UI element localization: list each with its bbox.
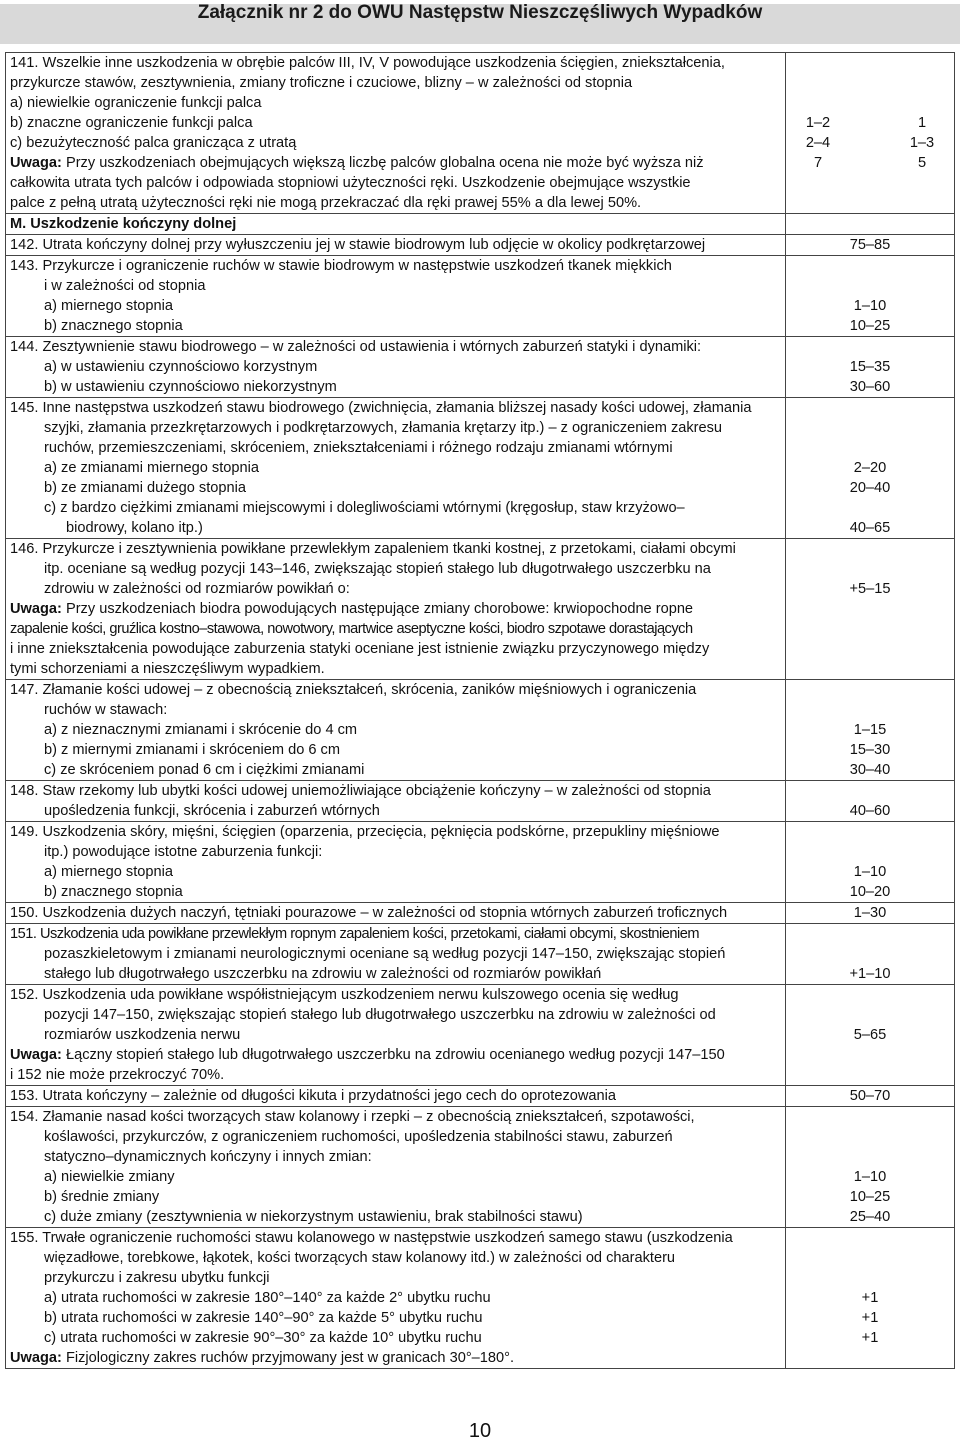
table-row (6, 924, 955, 985)
item-142-description (6, 235, 786, 256)
value: 1–10 (853, 864, 887, 880)
note-label: Uwaga: (10, 601, 62, 617)
item-145-values (786, 398, 955, 539)
item-144-values (786, 337, 955, 398)
text-line: b) w ustawieniu czynnościowo niekorzystnym (44, 379, 337, 395)
text-line: 148. Staw rzekomy lub ubytki kości udowej uniemożliwiające obciążenie kończyny – w zależności od stopnia (10, 783, 711, 799)
page-header (0, 4, 960, 44)
table-row (6, 903, 955, 924)
text-line: 150. Uszkodzenia dużych naczyń, tętniaki pourazowe – w zależności od stopnia wtórnych zaburzeń troficznych (10, 905, 728, 921)
value: 1–30 (853, 905, 887, 921)
note-line: i 152 nie może przekroczyć 70%. (10, 1067, 225, 1083)
item-153-description (6, 1086, 786, 1107)
value: 1–10 (853, 298, 887, 314)
text-line: więzadłowe, torebkowe, łąkotek, kości tworzących staw kolanowy itd.) w zależności od charakteru (44, 1250, 676, 1266)
text-line: a) miernego stopnia (44, 864, 173, 880)
page-number: 10 (468, 1420, 492, 1442)
text-line: pozycji 147–150, zwiększając stopień stałego lub długotrwałego uszczerbku na zdrowiu w zależności od (44, 1007, 716, 1023)
value: 40–60 (849, 803, 891, 819)
text-line: b) znacznego stopnia (44, 318, 183, 334)
item-141-title: 141. Wszelkie inne uszkodzenia w obrębie palców III, IV, V powodujące uszkodzenia ścięgien, zniekształcenia, (10, 55, 725, 71)
item-147-values (786, 680, 955, 781)
text-line: a) utrata ruchomości w zakresie 180°–140° za każde 2° ubytku ruchu (44, 1290, 491, 1306)
item-148-values (786, 781, 955, 822)
table-row (6, 539, 955, 680)
value: 50–70 (849, 1088, 891, 1104)
value: 1–2 (805, 115, 831, 131)
value: 2–4 (805, 135, 831, 151)
table-row (6, 781, 955, 822)
value: 15–35 (849, 359, 891, 375)
note-line: zapalenie kości, gruźlica kostno–stawowa, nowotwory, martwice aseptyczne kości, biodro szpotawe dorastających (10, 621, 693, 637)
section-heading: M. Uszkodzenie kończyny dolnej (10, 216, 237, 232)
value-pair (790, 153, 950, 173)
value: 20–40 (849, 480, 891, 496)
table-row (6, 822, 955, 903)
empty-cell (786, 214, 955, 235)
item-149-values (786, 822, 955, 903)
table-row (6, 337, 955, 398)
text-line: ruchów w stawach: (44, 702, 168, 718)
text-line: statyczno–dynamicznych kończyny i innych zmian: (44, 1149, 372, 1165)
text-line: zdrowiu w zależności od rozmiarów powikłań o: (44, 581, 350, 597)
text-line: a) niewielkie ograniczenie funkcji palca (10, 95, 262, 111)
value: 1–10 (853, 1169, 887, 1185)
item-141-values (786, 53, 955, 214)
value: +5–15 (849, 581, 891, 597)
text-line: c) z bardzo ciężkimi zmianami miejscowymi i dolegliwościami wtórnymi (kręgosłup, staw krzyżowo– (44, 500, 685, 516)
value: 2–20 (853, 460, 887, 476)
value: 1–3 (909, 135, 935, 151)
note-line (10, 1045, 781, 1065)
item-141-description (6, 53, 786, 214)
item-151-description (6, 924, 786, 985)
note-line: palce z pełną utratą użyteczności ręki nie mogą przekraczać dla ręki prawej 55% a dla lewej 50%. (10, 195, 642, 211)
value: 10–25 (849, 318, 891, 334)
table-row (6, 235, 955, 256)
table-row (6, 53, 955, 214)
item-151-values (786, 924, 955, 985)
value: +1–10 (849, 966, 891, 982)
item-144-description (6, 337, 786, 398)
table-row (6, 985, 955, 1086)
text-line: przykurczu i zakresu ubytku funkcji (44, 1270, 270, 1286)
text-line: 144. Zesztywnienie stawu biodrowego – w zależności od ustawienia i wtórnych zaburzeń statyki i dynamiki: (10, 339, 702, 355)
text-line: stałego lub długotrwałego uszczerbku na zdrowiu w zależności od rozmiarów powikłań (44, 966, 602, 982)
text-line: biodrowy, kolano itp.) (66, 520, 203, 536)
text-line: 151. Uszkodzenia uda powikłane przewlekłym ropnym zapaleniem kości, przetokami, ciałami obcymi, skostnieniem (10, 926, 699, 942)
item-152-values (786, 985, 955, 1086)
item-145-description (6, 398, 786, 539)
table-row (6, 256, 955, 337)
text-line: c) bezużyteczność palca granicząca z utratą (10, 135, 297, 151)
table-row (6, 680, 955, 781)
note-text: Przy uszkodzeniach obejmujących większą liczbę palców globalna ocena nie może być wyższa niż (61, 155, 704, 171)
text-line: c) duże zmiany (zesztywnienia w niekorzystnym ustawieniu, brak stabilności stawu) (44, 1209, 583, 1225)
value: 25–40 (849, 1209, 891, 1225)
item-148-description (6, 781, 786, 822)
table-row (6, 214, 955, 235)
text-line: b) z miernymi zmianami i skróceniem do 6 cm (44, 742, 341, 758)
text-line: 149. Uszkodzenia skóry, mięśni, ścięgien (oparzenia, przecięcia, pęknięcia podskórne, przepukliny mięśniowe (10, 824, 720, 840)
text-line: 155. Trwałe ograniczenie ruchomości stawu kolanowego w następstwie uszkodzeń samego stawu (uszkodzenia (10, 1230, 733, 1246)
text-line: a) miernego stopnia (44, 298, 173, 314)
text-line: przykurcze stawów, zesztywnienia, zmiany troficzne i czuciowe, blizny – w zależności od stopnia (10, 75, 633, 91)
table-row (6, 1107, 955, 1228)
text-line: koślawości, przykurczów, z ograniczeniem ruchomości, upośledzenia stabilności stawu, zaburzeń (44, 1129, 673, 1145)
item-149-description (6, 822, 786, 903)
text-line: szyjki, złamania przezkrętarzowych i podkrętarzowych, złamania krętarzy itp.) – z ograniczeniem zakresu (44, 420, 723, 436)
text-line: i w zależności od stopnia (44, 278, 206, 294)
note-text: Łączny stopień stałego lub długotrwałego uszczerbku na zdrowiu ocenianego według pozycji 147–150 (61, 1047, 725, 1063)
text-line: a) w ustawieniu czynnościowo korzystnym (44, 359, 318, 375)
note-label: Uwaga: (10, 1047, 62, 1063)
note-line (10, 153, 781, 173)
item-152-description (6, 985, 786, 1086)
text-line: upośledzenia funkcji, skrócenia i zaburzeń wtórnych (44, 803, 380, 819)
note-line: tymi schorzeniami a nieszczęśliwym wypadkiem. (10, 661, 325, 677)
text-line: itp.) powodujące istotne zaburzenia funkcji: (44, 844, 323, 860)
text-line: 154. Złamanie nasad kości tworzących staw kolanowy i rzepki – z obecnością zniekształceń, szpotawości, (10, 1109, 695, 1125)
document-title: Załącznik nr 2 do OWU Następstw Nieszczęśliwych Wypadków (197, 2, 763, 23)
item-153-values (786, 1086, 955, 1107)
text-line: a) z nieznacznymi zmianami i skrócenie do 4 cm (44, 722, 358, 738)
text-line: itp. oceniane są według pozycji 143–146, zwiększając stopień stałego lub długotrwałego uszczerbku na (44, 561, 711, 577)
value: +1 (861, 1290, 879, 1306)
value: 1–15 (853, 722, 887, 738)
value: 10–20 (849, 884, 891, 900)
section-heading-cell (6, 214, 786, 235)
value: +1 (861, 1310, 879, 1326)
value-pair (790, 133, 950, 153)
value: +1 (861, 1330, 879, 1346)
note-text: Przy uszkodzeniach biodra powodujących następujące zmiany chorobowe: krwiopochodne ropne (61, 601, 694, 617)
item-143-description (6, 256, 786, 337)
item-146-values (786, 539, 955, 680)
text-line: 147. Złamanie kości udowej – z obecnością zniekształceń, skrócenia, zaników mięśniowych i ograniczenia (10, 682, 697, 698)
note-label: Uwaga: (10, 1350, 62, 1366)
note-line (10, 1348, 781, 1368)
table-row (6, 1086, 955, 1107)
item-143-values (786, 256, 955, 337)
text-line: b) ze zmianami dużego stopnia (44, 480, 246, 496)
note-text: Fizjologiczny zakres ruchów przyjmowany jest w granicach 30°–180°. (61, 1350, 515, 1366)
text-line: a) ze zmianami miernego stopnia (44, 460, 259, 476)
note-line: i inne zniekształcenia powodujące zaburzenia statyki oceniane jest istnienie związku przyczynowego między (10, 641, 710, 657)
item-142-values (786, 235, 955, 256)
value-pair (790, 113, 950, 133)
value: 10–25 (849, 1189, 891, 1205)
text-line: b) znaczne ograniczenie funkcji palca (10, 115, 253, 131)
item-146-description (6, 539, 786, 680)
value: 30–40 (849, 762, 891, 778)
item-155-description (6, 1228, 786, 1369)
item-154-values (786, 1107, 955, 1228)
value: 30–60 (849, 379, 891, 395)
value: 5 (917, 155, 927, 171)
item-147-description (6, 680, 786, 781)
table-row (6, 1228, 955, 1369)
table-row (6, 398, 955, 539)
text-line: a) niewielkie zmiany (44, 1169, 175, 1185)
text-line: 143. Przykurcze i ograniczenie ruchów w stawie biodrowym w następstwie uszkodzeń tkanek miękkich (10, 258, 672, 274)
text-line: rozmiarów uszkodzenia nerwu (44, 1027, 241, 1043)
text-line: pozaszkieletowym i zmianami neurologicznymi oceniane są według pozycji 147–150, zwiększając stopień (44, 946, 726, 962)
value: 1 (917, 115, 927, 131)
note-line (10, 599, 781, 619)
note-label: Uwaga: (10, 155, 62, 171)
text-line: b) utrata ruchomości w zakresie 140°–90° za każde 5° ubytku ruchu (44, 1310, 483, 1326)
text-line: 152. Uszkodzenia uda powikłane współistniejącym uszkodzeniem nerwu kulszowego ocenia się według (10, 987, 679, 1003)
text-line: b) znacznego stopnia (44, 884, 183, 900)
text-line: c) utrata ruchomości w zakresie 90°–30° za każde 10° ubytku ruchu (44, 1330, 482, 1346)
text-line: b) średnie zmiany (44, 1189, 160, 1205)
item-150-description (6, 903, 786, 924)
value: 75–85 (849, 237, 891, 253)
text-line: 145. Inne następstwa uszkodzeń stawu biodrowego (zwichnięcia, złamania bliższej nasady kości udowej, złamania (10, 400, 752, 416)
value: 5–65 (853, 1027, 887, 1043)
text-line: ruchów, przemieszczeniami, skróceniem, zniekształceniami i różnego rodzaju zmianami wtórnymi (44, 440, 673, 456)
injury-table (5, 52, 955, 1369)
value: 40–65 (849, 520, 891, 536)
text-line: 153. Utrata kończyny – zależnie od długości kikuta i przydatności jego cech do oprotezowania (10, 1088, 616, 1104)
note-line: całkowita utrata tych palców i odpowiada stopniowi użyteczności ręki. Uszkodzenie obejmujące wszystkie (10, 175, 691, 191)
item-154-description (6, 1107, 786, 1228)
item-150-values (786, 903, 955, 924)
text-line: c) ze skróceniem ponad 6 cm i ciężkimi zmianami (44, 762, 365, 778)
value: 15–30 (849, 742, 891, 758)
value: 7 (813, 155, 823, 171)
text-line: 146. Przykurcze i zesztywnienia powikłane przewlekłym zapaleniem tkanki kostnej, z przetokami, ciałami obcymi (10, 541, 736, 557)
text-line: 142. Utrata kończyny dolnej przy wyłuszczeniu jej w stawie biodrowym lub odjęcie w okolicy podkrętarzowej (10, 237, 706, 253)
item-155-values (786, 1228, 955, 1369)
